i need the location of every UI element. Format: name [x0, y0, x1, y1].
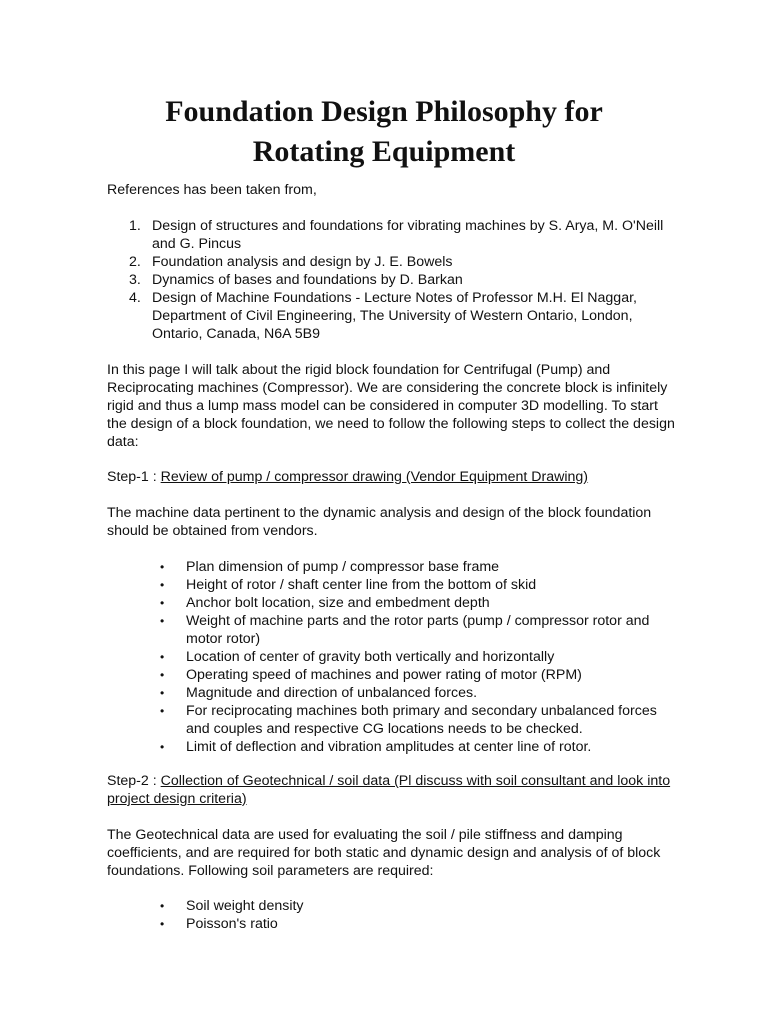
step-1-paragraph: The machine data pertinent to the dynamic analysis and design of the block foundation should be obtained from vendors.	[107, 505, 652, 539]
references-intro: References has been taken from,	[107, 182, 317, 198]
references-list	[107, 217, 667, 343]
step-2-prefix: Step-2 :	[107, 773, 161, 789]
bullet-icon: •	[160, 668, 165, 682]
list-item-text: Plan dimension of pump / compressor base frame	[186, 559, 500, 575]
reference-item	[107, 289, 667, 343]
list-item	[107, 915, 677, 933]
reference-text: Design of structures and foundations for vibrating machines by S. Arya, M. O'Neill and G. Pincus	[152, 218, 664, 252]
bullet-icon: •	[160, 740, 165, 754]
reference-text: Design of Machine Foundations - Lecture Notes of Professor M.H. El Naggar, Department of Civil Engineering, The University of Western Ontario, London, Ontario, Canada, N6A 5B9	[152, 290, 637, 342]
list-item-text: Poisson's ratio	[186, 916, 278, 932]
step-2-title: Collection of Geotechnical / soil data (Pl discuss with soil consultant and look into project design criteria)	[107, 773, 671, 807]
reference-text: Dynamics of bases and foundations by D. Barkan	[152, 272, 463, 288]
list-item-text: Soil weight density	[186, 898, 304, 914]
list-item	[107, 666, 677, 684]
bullet-icon: •	[160, 704, 165, 718]
intro-paragraph: In this page I will talk about the rigid block foundation for Centrifugal (Pump) and Reciprocating machines (Compressor). We are considering the concrete block is infinitely rigid and thus a lump mass model can be considered in computer 3D modelling. To start the design of a block foundation, we need to follow the following steps to collect the design data:	[107, 362, 675, 450]
step-1-heading	[107, 468, 677, 486]
bullet-icon: •	[160, 560, 165, 574]
bullet-icon: •	[160, 899, 165, 913]
list-item	[107, 684, 677, 702]
list-item-text: Magnitude and direction of unbalanced forces.	[186, 685, 478, 701]
bullet-icon: •	[160, 578, 165, 592]
bullet-icon: •	[160, 686, 165, 700]
list-item-text: Location of center of gravity both vertically and horizontally	[186, 649, 555, 665]
bullet-icon: •	[160, 614, 165, 628]
reference-number: 4.	[129, 290, 141, 306]
list-item-text: Anchor bolt location, size and embedment depth	[186, 595, 490, 611]
step-2-heading	[107, 772, 677, 808]
list-item-text: Operating speed of machines and power rating of motor (RPM)	[186, 667, 582, 683]
bullet-icon: •	[160, 917, 165, 931]
reference-item	[107, 217, 667, 253]
list-item	[107, 594, 677, 612]
reference-item	[107, 271, 667, 289]
list-item	[107, 897, 677, 915]
reference-number: 2.	[129, 254, 141, 270]
list-item	[107, 738, 677, 756]
bullet-icon: •	[160, 596, 165, 610]
list-item-text: For reciprocating machines both primary and secondary unbalanced forces and couples and respective CG locations needs to be checked.	[186, 703, 657, 737]
step-1-title: Review of pump / compressor drawing (Vendor Equipment Drawing)	[160, 469, 589, 485]
list-item	[107, 702, 677, 738]
list-item	[107, 576, 677, 594]
list-item	[107, 558, 677, 576]
step-1-prefix: Step-1 :	[107, 469, 161, 485]
page-title	[0, 92, 768, 172]
bullet-icon: •	[160, 650, 165, 664]
list-item	[107, 612, 677, 648]
step-2-paragraph: The Geotechnical data are used for evaluating the soil / pile stiffness and damping coefficients, and are required for both static and dynamic design and analysis of of block foundations. Following soil parameters are required:	[107, 827, 661, 879]
page-title-line-1: Foundation Design Philosophy for	[165, 95, 603, 128]
list-item-text: Weight of machine parts and the rotor parts (pump / compressor rotor and motor rotor)	[186, 613, 650, 647]
reference-text: Foundation analysis and design by J. E. Bowels	[152, 254, 453, 270]
machine-data-list	[107, 558, 677, 756]
list-item-text: Height of rotor / shaft center line from the bottom of skid	[186, 577, 537, 593]
reference-item	[107, 253, 667, 271]
list-item-text: Limit of deflection and vibration amplitudes at center line of rotor.	[186, 739, 592, 755]
page-title-line-2: Rotating Equipment	[252, 135, 516, 168]
reference-number: 1.	[129, 218, 141, 234]
soil-parameters-list	[107, 897, 677, 933]
list-item	[107, 648, 677, 666]
reference-number: 3.	[129, 272, 141, 288]
